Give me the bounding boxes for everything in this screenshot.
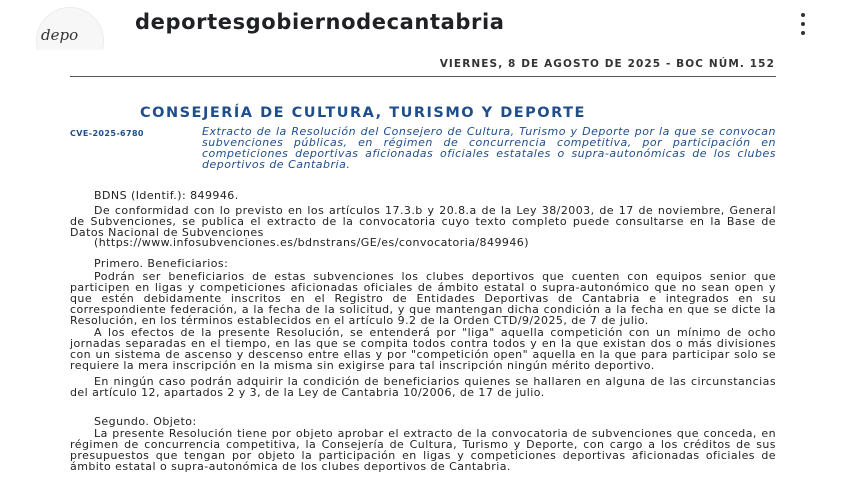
section-beneficiarios-title: Primero. Beneficiarios: — [94, 257, 229, 270]
document-page[interactable] — [0, 50, 855, 481]
more-options-button[interactable] — [794, 11, 812, 37]
extract-summary: Extracto de la Resolución del Consejero de Cultura, Turismo y Deporte por la que se convocan subvenciones públicas, en régimen de concurrencia competitiva, por participación en competiciones deportivas aficionadas oficiales estatales o supra-autonómicas de los clubes deportivos de Cantabria. — [202, 125, 776, 171]
section-beneficiarios-paragraph-2: A los efectos de la presente Resolución, se entenderá por "liga" aquella competición con un mínimo de ocho jornadas separadas en el tiempo, en las que se compita todos contra todos y en la que existan dos o más divisiones con un sistema de ascenso y descenso entre ellas y por "competición open" aquella en la que para participar solo se requiere la mera inscripción en la misma sin exigirse para tal inscripción ningún mérito deportivo. — [70, 326, 776, 372]
bulletin-header: VIERNES, 8 DE AGOSTO DE 2025 - BOC NÚM. 152 — [439, 58, 775, 70]
section-objeto-paragraph-1: La presente Resolución tiene por objeto aprobar el extracto de la convocatoria de subvenciones que conceda, en régimen de concurrencia competitiva, la Consejería de Cultura, Turismo y Deporte, con cargo a los créditos de sus presupuestos que tengan por objeto la participación en ligas y competiciones deportivas aficionadas oficiales de ámbito estatal o supra-autonómica de los clubes deportivos de Cantabria. — [70, 427, 776, 473]
app-top-bar — [0, 0, 855, 50]
section-objeto-title: Segundo. Objeto: — [94, 415, 197, 428]
consejeria-title: CONSEJERÍA DE CULTURA, TURISMO Y DEPORTE — [140, 105, 586, 121]
avatar-logo-text: depo — [41, 26, 79, 44]
kebab-menu-icon — [801, 13, 805, 17]
kebab-menu-icon — [801, 31, 805, 35]
section-beneficiarios-paragraph-3: En ningún caso podrán adquirir la condición de beneficiarios quienes se hallaren en alguna de las circunstancias del artículo 12, apartados 2 y 3, de la Ley de Cantabria 10/2006, de 17 de julio. — [70, 375, 776, 399]
header-divider — [70, 76, 776, 77]
kebab-menu-icon — [801, 22, 805, 26]
intro-paragraph: De conformidad con lo previsto en los artículos 17.3.b y 20.8.a de la Ley 38/2003, de 17 de noviembre, General de Subvenciones, se publica el extracto de la convocatoria cuyo texto completo puede consultarse en la Base de Datos Nacional de Subvenciones — [70, 204, 776, 239]
bdns-id: BDNS (Identif.): 849946. — [94, 189, 239, 202]
cve-code: CVE-2025-6780 — [70, 129, 144, 138]
bdns-url-link[interactable]: (https://www.infosubvenciones.es/bdnstrans/GE/es/convocatoria/849946) — [94, 236, 529, 249]
section-beneficiarios-paragraph-1: Podrán ser beneficiarios de estas subvenciones los clubes deportivos que cuenten con equipos senior que participen en ligas y competiciones aficionadas oficiales de ámbito estatal o supra-autonómico que no sean open y que estén debidamente inscritos en el Registro de Entidades Deportivas de Cantabria e integrados en su correspondiente federación, a la fecha de la solicitud, y que mantengan dicha condición a la fecha en que se dicte la Resolución, en los términos establecidos en el artículo 9.2 de la Orden CTD/9/2025, de 7 de julio. — [70, 270, 776, 327]
app-title[interactable]: deportesgobiernodecantabria — [135, 10, 505, 34]
